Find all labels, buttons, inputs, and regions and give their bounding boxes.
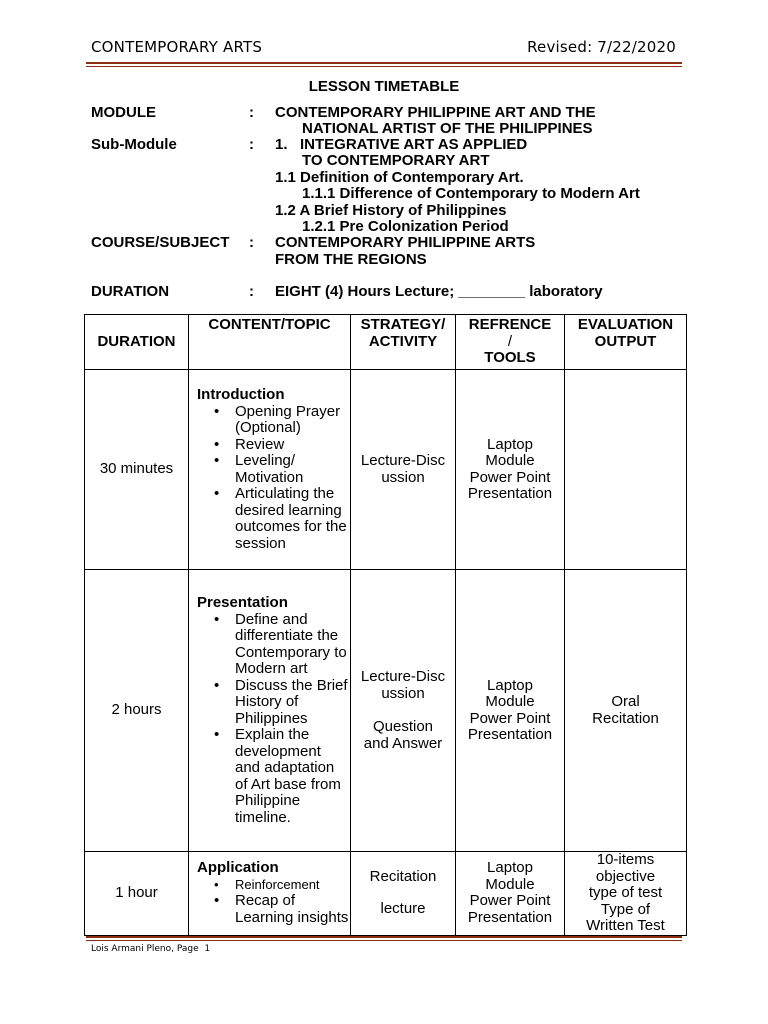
table-header-row [85,315,687,370]
row-evaluation-line: Type of [600,900,651,918]
submodule-line5: 1.2 A Brief History of Philippines [275,202,507,219]
spacer [351,702,455,719]
row-strategy [351,570,456,852]
table-row [85,370,687,570]
topic-bullet-list [189,612,350,827]
row-evaluation-line: Oral [611,693,640,710]
submodule-line3: 1.1 Definition of Contemporary Art. [275,169,524,186]
row-tools-line: Module [485,452,535,469]
col-header-evaluation-line1: EVALUATION [577,316,674,333]
header-rule-thin [86,66,682,67]
col-header-strategy [351,315,456,370]
list-item: • Opening Prayer (Optional) [235,404,350,437]
list-item: • Review [235,437,350,454]
row-topic-cell [189,570,351,852]
course-colon: : [249,234,254,251]
row-duration [85,370,189,570]
submodule-line6: 1.2.1 Pre Colonization Period [302,218,509,235]
spacer [351,885,455,901]
row-tools-line: Module [485,875,535,893]
header-revised-date: Revised: 7/22/2020 [527,38,676,56]
row-topic-heading: Introduction [197,386,285,403]
row-tools-line: Module [485,693,535,710]
list-item: • Recap of Learning insights [235,893,350,926]
row-tools-line: Power Point [469,468,551,486]
row-evaluation [565,852,687,936]
row-topic-heading: Presentation [197,594,288,611]
row-tools-line: Presentation [467,908,553,926]
row-evaluation-line: type of test [588,884,663,901]
page-title: LESSON TIMETABLE [308,78,460,95]
col-header-evaluation [565,315,687,370]
row-strategy-line: ussion [381,468,425,486]
row-tools [456,370,565,570]
row-strategy-line: Recitation [369,867,437,885]
submodule-line1: 1. INTEGRATIVE ART AS APPLIED [275,136,528,153]
footer-rule [86,936,682,938]
row-tools-line: Presentation [467,485,553,502]
col-header-reference-line1: REFRENCE [468,316,552,333]
list-item: • Articulating the desired learning outcomes for the session [235,486,350,552]
col-header-strategy-line2: ACTIVITY [368,332,438,350]
page-footer: Lois Armani Pleno, Page 1 [91,944,211,954]
module-label: MODULE [91,104,156,121]
duration-value: EIGHT (4) Hours Lecture; ________ laboratory [275,283,603,300]
row-strategy-line: Lecture-Disc [360,668,446,685]
row-topic-cell [189,370,351,570]
col-header-reference-line2: / [507,332,513,350]
topic-bullet-list [189,404,350,553]
col-header-content-text: CONTENT/TOPIC [208,316,331,333]
list-item: • Discuss the Brief History of Philippines [235,678,350,728]
row-duration [85,852,189,936]
row-evaluation [565,570,687,852]
row-evaluation [565,370,687,570]
list-item: • Reinforcement [235,877,350,894]
row-tools-line: Laptop [487,435,533,453]
col-header-duration-text: DURATION [97,332,176,350]
module-colon: : [249,104,254,121]
submodule-label: Sub-Module [91,136,177,153]
col-header-reference [456,315,565,370]
list-item: • Define and differentiate the Contemporary to Modern art [235,612,350,678]
col-header-content [189,315,351,370]
row-duration-text: 2 hours [111,701,162,719]
row-tools-line: Laptop [487,859,533,877]
row-duration [85,570,189,852]
row-tools-line: Power Point [469,892,551,910]
course-line2: FROM THE REGIONS [275,251,427,268]
row-tools [456,852,565,936]
row-strategy-line: lecture [380,900,426,918]
row-tools [456,570,565,852]
row-strategy-line: Question [372,718,434,735]
row-evaluation-line: 10-items [596,851,655,868]
course-label: COURSE/SUBJECT [91,234,230,251]
col-header-strategy-line1: STRATEGY/ [360,316,446,333]
list-item: • Leveling/ Motivation [235,453,350,486]
duration-label: DURATION [91,283,170,300]
submodule-colon: : [249,136,254,153]
row-strategy-line: Lecture-Disc [360,452,446,469]
table-row [85,852,687,936]
row-tools-line: Presentation [467,726,553,743]
row-strategy-line: and Answer [363,734,443,752]
table-row [85,570,687,852]
row-tools-line: Power Point [469,709,551,727]
submodule-line4: 1.1.1 Difference of Contemporary to Modern Art [302,185,640,202]
row-strategy [351,370,456,570]
row-strategy [351,852,456,936]
header-left-text: CONTEMPORARY ARTS [91,38,263,56]
row-duration-text: 1 hour [115,884,158,901]
row-tools-line: Laptop [487,676,533,694]
col-header-reference-line3: TOOLS [484,349,536,366]
lesson-timetable [84,314,687,936]
row-strategy-line: ussion [381,684,425,702]
col-header-evaluation-line2: OUTPUT [594,332,657,350]
row-evaluation-line: Recitation [592,709,659,727]
col-header-duration [85,315,189,370]
course-line1: CONTEMPORARY PHILIPPINE ARTS [275,234,536,251]
row-topic-cell [189,852,351,936]
list-item: • Explain the development and adaptation of Art base from Philippine timeline. [235,727,350,826]
module-value-line1: CONTEMPORARY PHILIPPINE ART AND THE [275,104,596,121]
submodule-line2: TO CONTEMPORARY ART [302,152,490,169]
duration-colon: : [249,283,254,300]
row-evaluation-line: objective [595,867,656,885]
footer-rule-thin [86,940,682,941]
row-topic-heading: Application [197,859,279,877]
row-evaluation-line: Written Test [586,917,665,934]
module-value-line2: NATIONAL ARTIST OF THE PHILIPPINES [302,120,593,137]
page-header [91,38,676,60]
header-rule [86,62,682,64]
row-duration-text: 30 minutes [99,460,174,478]
topic-bullet-list [189,877,350,927]
